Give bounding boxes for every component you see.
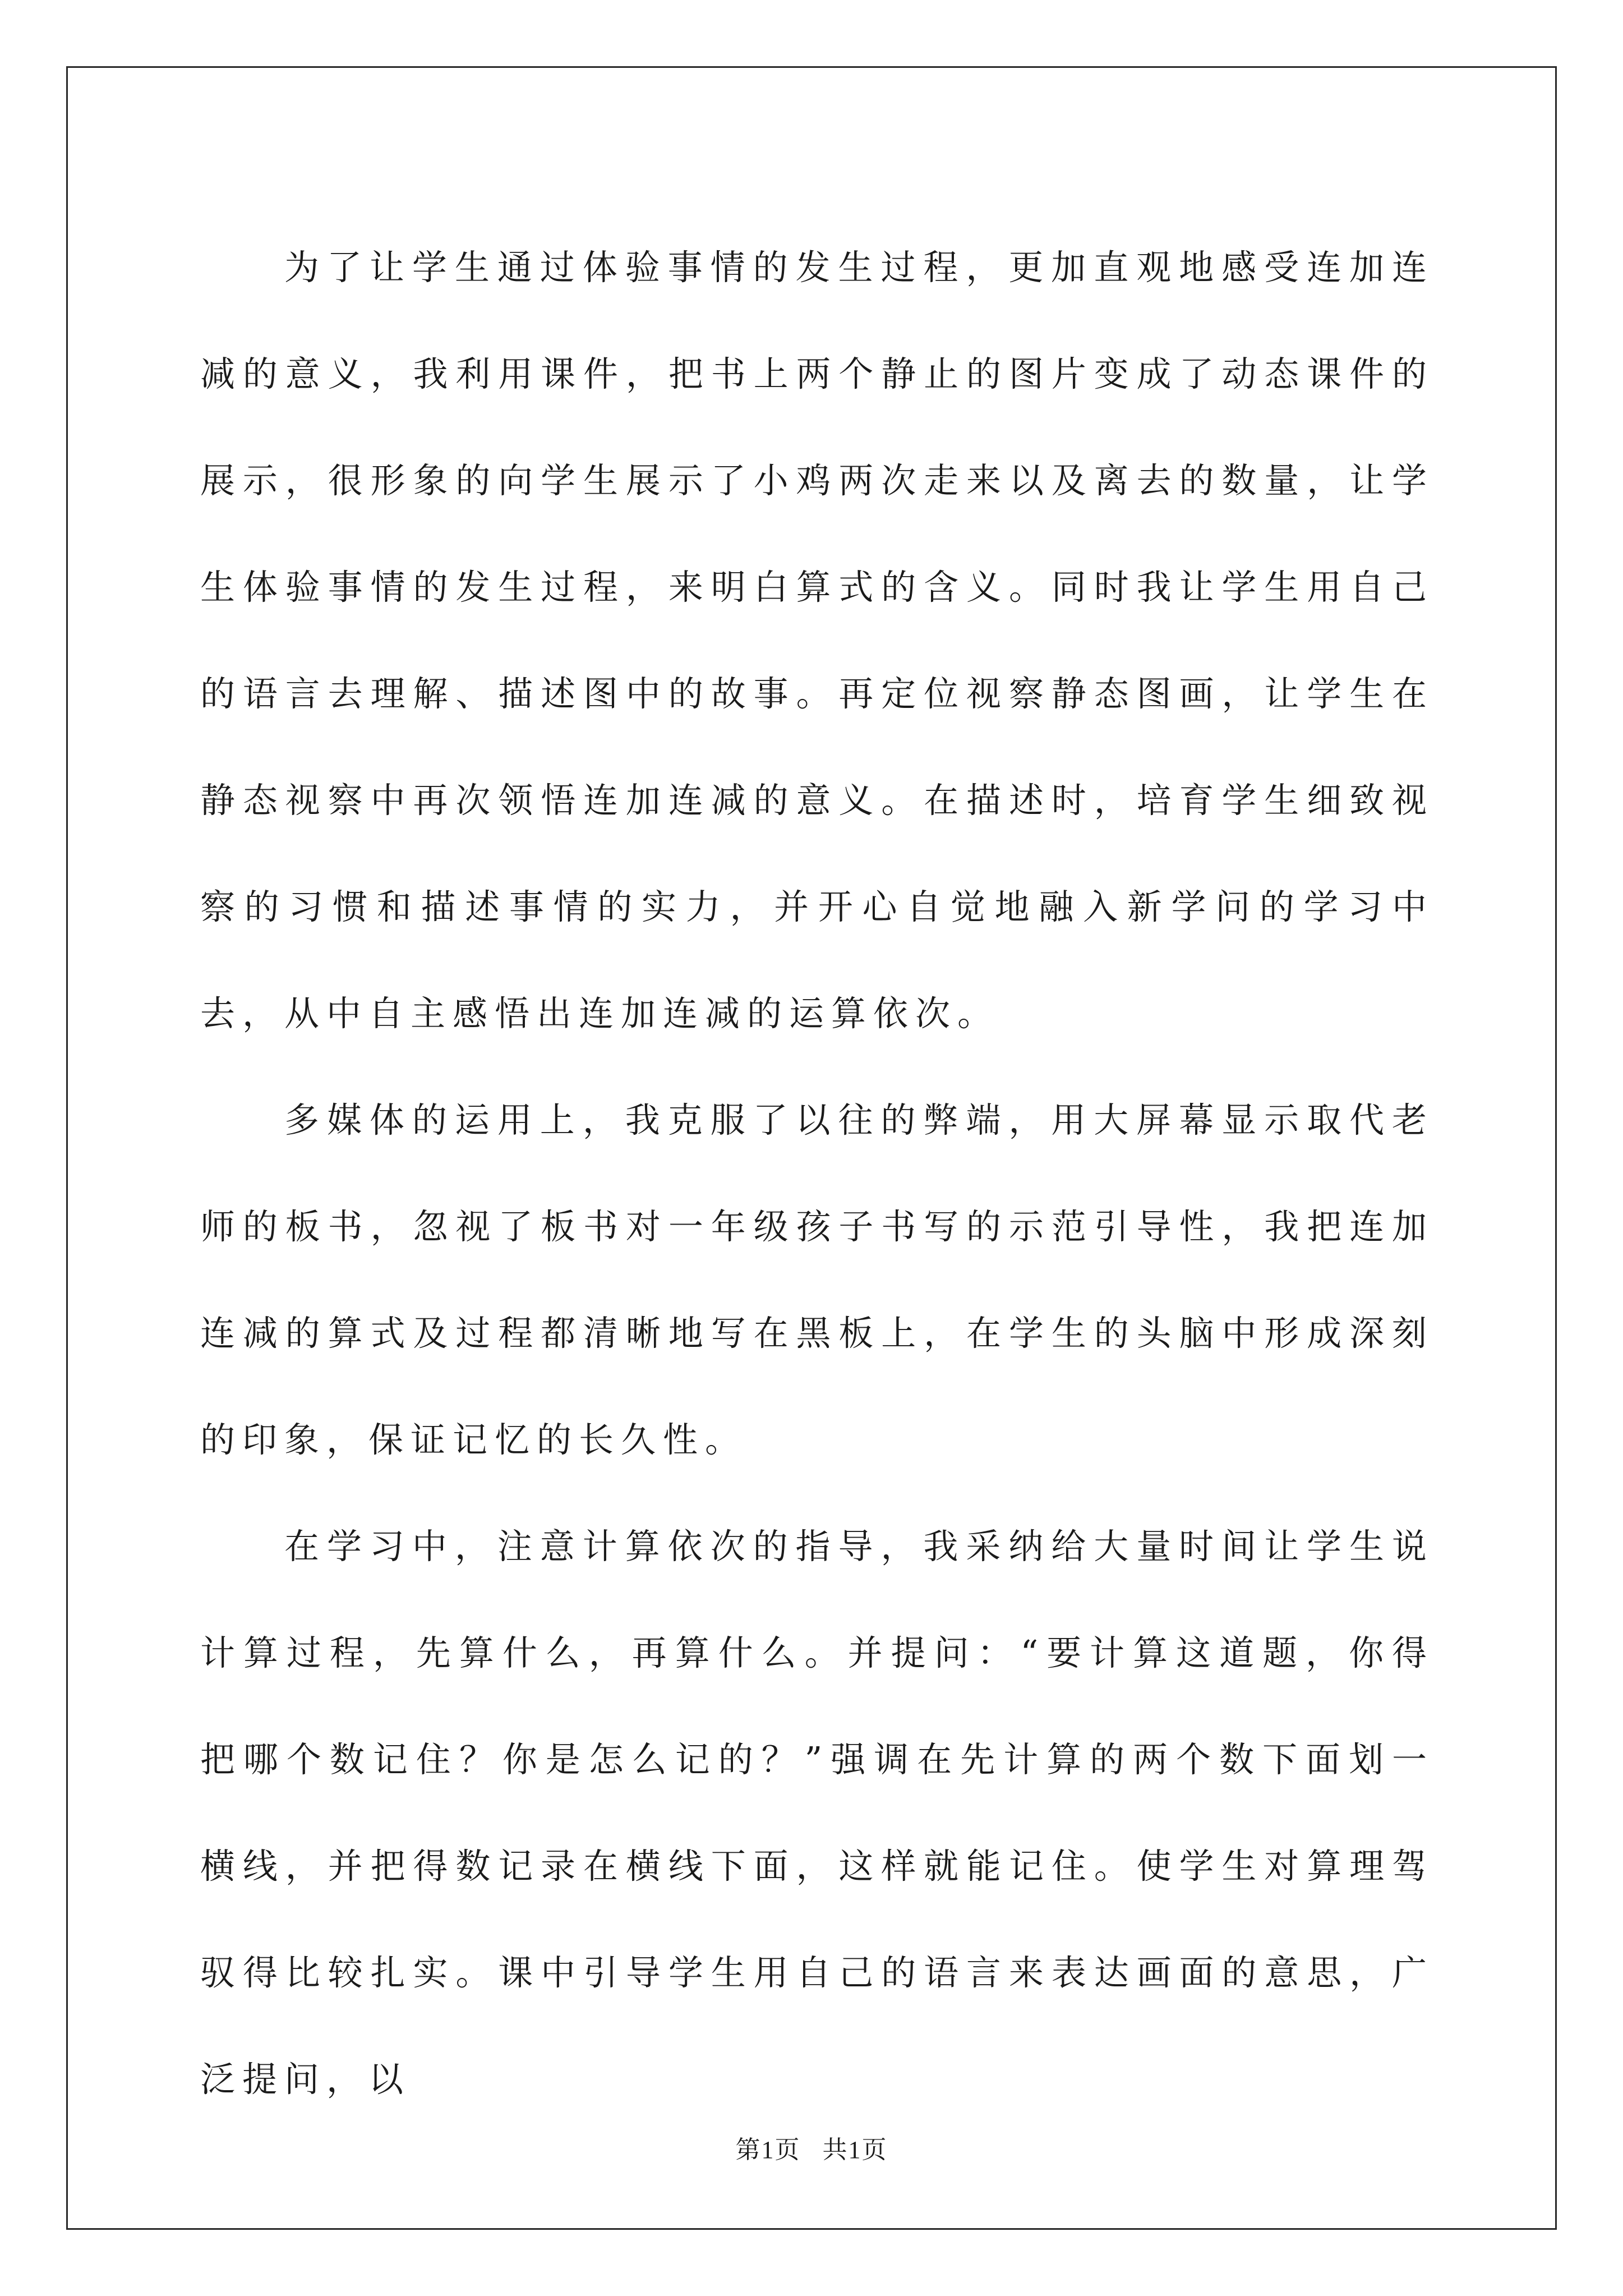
paragraph-3: 在学习中，注意计算依次的指导，我采纳给大量时间让学生说计算过程，先算什么，再算什么。并提问：“要计算这道题，你得把哪个数记住？你是怎么记的？”强调在先计算的两个数下面划一横线，并把得数记录在横线下面，这样就能记住。使学生对算理驾驭得比较扎实。课中引导学生用自己的语言来表达画面的意思，广泛提问，以 — [200, 1526, 1434, 2100]
page-number: 第1页 — [735, 2136, 801, 2164]
page-footer — [0, 2129, 1623, 2165]
page-total: 共1页 — [822, 2136, 888, 2164]
document-body — [200, 214, 1434, 2133]
paragraph-2: 多媒体的运用上，我克服了以往的弊端，用大屏幕显示取代老师的板书，忽视了板书对一年级孩子书写的示范引导性，我把连加连减的算式及过程都清晰地写在黑板上，在学生的头脑中形成深刻的印象，保证记忆的长久性。 — [200, 1099, 1434, 1460]
paragraph-1: 为了让学生通过体验事情的发生过程，更加直观地感受连加连减的意义，我利用课件，把书上两个静止的图片变成了动态课件的展示，很形象的向学生展示了小鸡两次走来以及离去的数量，让学生体验事情的发生过程，来明白算式的含义。同时我让学生用自己的语言去理解、描述图中的故事。再定位视察静态图画，让学生在静态视察中再次领悟连加连减的意义。在描述时，培育学生细致视察的习惯和描述事情的实力，并开心自觉地融入新学问的学习中去，从中自主感悟出连加连减的运算依次。 — [200, 247, 1434, 1034]
